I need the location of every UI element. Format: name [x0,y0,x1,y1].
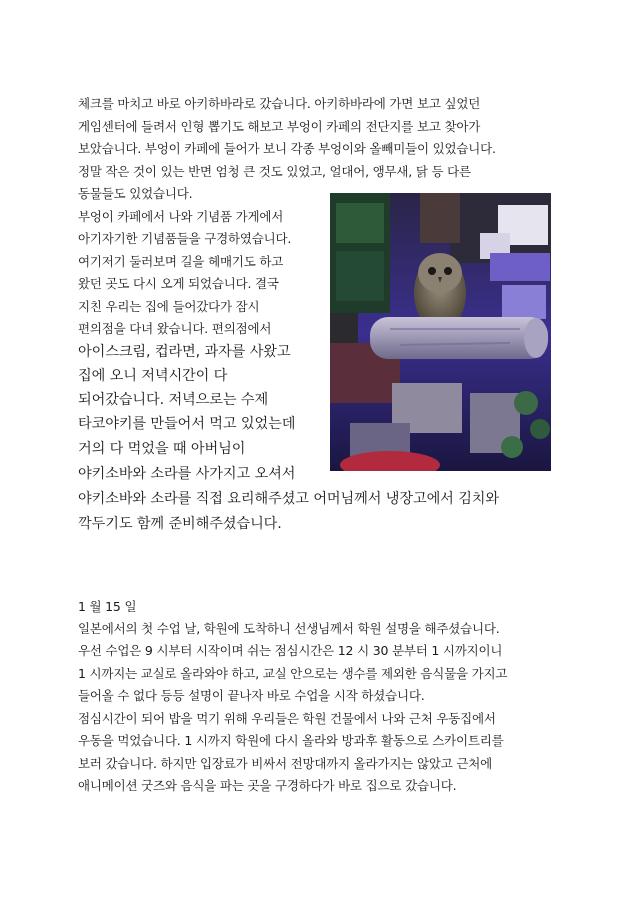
text-line: 여기저기 둘러보며 길을 헤매기도 하고 [78,254,284,269]
text-line: 야키소바와 소라를 사가지고 오셔서 [78,466,296,482]
date-heading: 1 월 15 일 [78,599,137,614]
text-line: 되어갔습니다. 저녁으로는 수제 [78,392,269,408]
text-line: 일본에서의 첫 수업 날, 학원에 도착하니 선생님께서 학원 설명을 해주셨습니다. [78,621,500,636]
text-line: 점심시간이 되어 밥을 먹기 위해 우리들은 학원 건물에서 나와 근처 우동집에서 [78,711,496,726]
text-line: 정말 작은 것이 있는 반면 엄청 큰 것도 있었고, 얼대어, 앵무새, 닭 등 다른 [78,164,471,179]
text-line: 부엉이 카페에서 나와 기념품 가게에서 [78,209,284,224]
text-line: 게임센터에 들려서 인형 뽑기도 해보고 부엉이 카페의 전단지를 보고 찾아가 [78,119,481,134]
text-line: 1 시까지는 교실로 올라와야 하고, 교실 안으로는 생수를 제외한 음식물을 가지고 [78,666,508,681]
text-line: 들어올 수 없다 등등 설명이 끝나자 바로 수업을 시작 하셨습니다. [78,688,425,703]
text-line: 편의점을 다녀 왔습니다. 편의점에서 [78,321,272,336]
text-line: 집에 오니 저녁시간이 다 [78,368,228,384]
text-line: 애니메이션 굿즈와 음식을 파는 곳을 구경하다가 바로 집으로 갔습니다. [78,778,457,793]
text-line: 아기자기한 기념품들을 구경하였습니다. [78,231,292,246]
text-line: 보았습니다. 부엉이 카페에 들어가 보니 각종 부엉이와 올빼미들이 있었습니다. [78,141,496,156]
text-line: 왔던 곳도 다시 오게 되었습니다. 결국 [78,276,279,291]
text-line: 동물들도 있었습니다. [78,186,193,201]
text-line: 거의 다 먹었을 때 아버님이 [78,441,246,457]
text-line: 우동을 먹었습니다. 1 시까지 학원에 다시 올라와 방과후 활동으로 스카이트리를 [78,733,504,748]
text-line: 깍두기도 함께 준비해주셨습니다. [78,516,282,532]
text-line: 타코야키를 만들어서 먹고 있었는데 [78,416,296,432]
text-line: 지친 우리는 집에 들어갔다가 잠시 [78,299,260,314]
owl-photo [330,193,551,471]
text-line: 우선 수업은 9 시부터 시작이며 쉬는 점심시간은 12 시 30 분부터 1 시까지이니 [78,643,503,658]
text-line: 아이스크림, 컵라면, 과자를 사왔고 [78,344,291,360]
text-line: 보러 갔습니다. 하지만 입장료가 비싸서 전망대까지 올라가지는 않았고 근처에 [78,756,492,771]
text-line: 야키소바와 소라를 직접 요리해주셨고 어머님께서 냉장고에서 김치와 [78,491,500,507]
text-line: 체크를 마치고 바로 아키하바라로 갔습니다. 아키하바라에 가면 보고 싶었던 [78,96,481,111]
